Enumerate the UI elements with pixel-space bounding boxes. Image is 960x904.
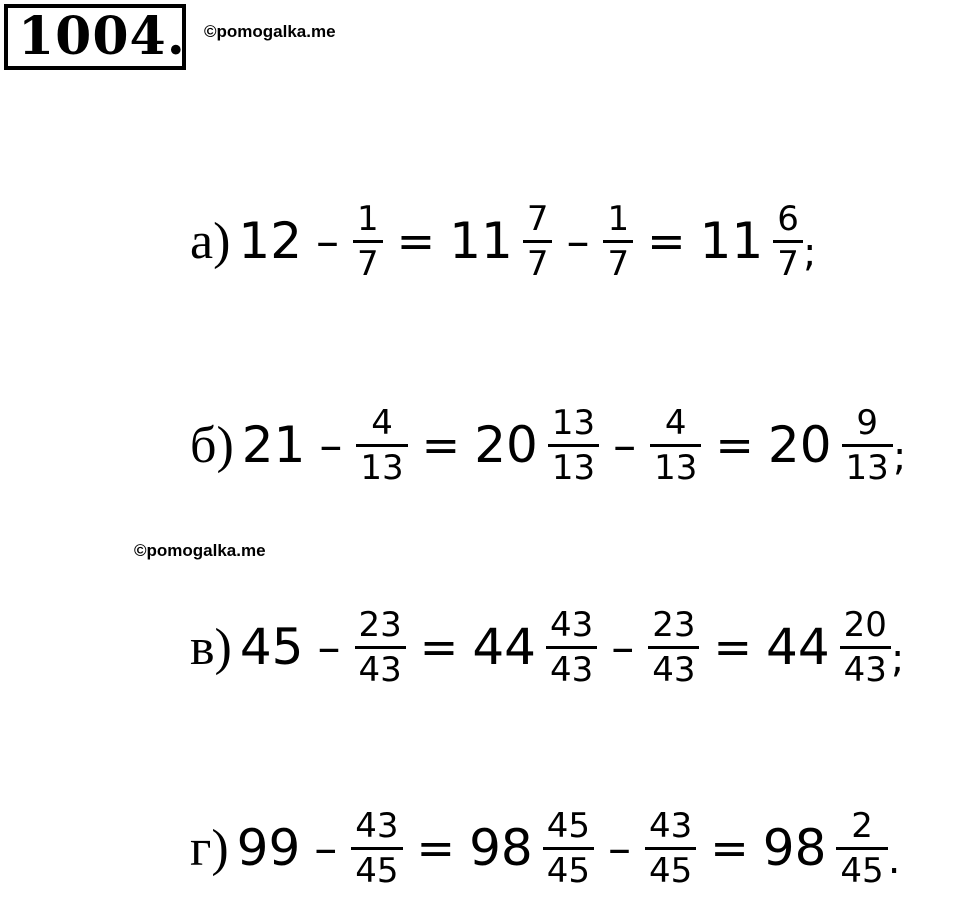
equation-row [190,592,904,702]
mixed-whole: 20 [767,416,832,474]
minus-sign: – [611,620,635,674]
fraction-denominator: 45 [840,850,884,891]
fraction-bar [836,847,887,850]
mixed-whole: 98 [762,819,827,877]
equals-sign: = [416,821,456,875]
watermark-middle: ©pomogalka.me [134,541,266,560]
fraction-denominator: 7 [607,243,630,284]
fraction-bar [650,444,701,447]
fraction-denominator: 7 [526,243,549,284]
watermark-top: ©pomogalka.me [204,22,336,41]
minus-sign: – [566,214,590,268]
fraction-bar [546,646,597,649]
fraction-numerator: 45 [546,805,590,846]
fraction-numerator: 2 [851,805,873,846]
fraction-denominator: 13 [654,447,698,488]
fraction [603,200,633,283]
fraction-numerator: 6 [777,198,799,239]
fraction-denominator: 45 [648,850,693,891]
fraction-numerator: 4 [664,402,687,443]
fraction [523,200,553,283]
fraction-numerator: 13 [551,402,596,443]
fraction [351,807,402,890]
fraction-bar [645,847,696,850]
fraction-numerator: 23 [652,604,696,645]
fraction [773,200,803,283]
fraction-denominator: 13 [360,447,404,488]
fraction-numerator: 7 [526,198,549,239]
minus-sign: – [314,821,338,875]
fraction-bar [355,646,406,649]
fraction-denominator: 45 [546,850,590,891]
fraction-denominator: 45 [355,850,399,891]
equals-sign: = [419,620,459,674]
equals-sign: = [710,821,749,875]
fraction-numerator: 20 [843,604,887,645]
fraction [650,404,701,487]
end-punctuation: ; [802,230,817,276]
equation-row [190,390,906,500]
item-label: г) [190,819,229,877]
fraction-numerator: 43 [648,805,693,846]
integer-term: 45 [239,618,304,676]
minus-sign: – [613,418,637,472]
equals-sign: = [647,214,686,268]
fraction-bar [840,646,891,649]
fraction [836,807,887,890]
mixed-whole: 20 [474,416,538,474]
fraction-denominator: 43 [843,649,887,690]
fraction-numerator: 4 [371,402,393,443]
fraction-numerator: 43 [549,604,594,645]
fraction [356,404,407,487]
equation-row [190,793,900,903]
end-punctuation: ; [890,636,905,682]
fraction-numerator: 1 [357,198,379,239]
fraction [645,807,696,890]
equals-sign: = [421,418,461,472]
fraction-denominator: 13 [551,447,596,488]
mixed-whole: 44 [766,618,830,676]
fraction-numerator: 1 [607,198,630,239]
equals-sign: = [715,418,754,472]
mixed-whole: 44 [472,618,536,676]
equation-row [190,186,816,296]
fraction-bar [603,240,633,243]
fraction-bar [773,240,803,243]
fraction-denominator: 43 [652,649,696,690]
fraction-bar [353,240,383,243]
fraction-denominator: 7 [357,243,379,284]
mixed-whole: 98 [469,819,533,877]
fraction-bar [842,444,893,447]
fraction-bar [523,240,553,243]
fraction-bar [648,646,699,649]
fraction-bar [356,444,407,447]
fraction [355,606,406,689]
minus-sign: – [319,418,343,472]
equals-sign: = [396,214,436,268]
fraction [353,200,383,283]
end-punctuation: ; [892,434,907,480]
fraction-denominator: 13 [845,447,889,488]
minus-sign: – [607,821,631,875]
fraction [543,807,594,890]
item-label: а) [190,212,231,270]
fraction-numerator: 43 [355,805,399,846]
problem-number: 1004. [4,4,186,70]
mixed-whole: 11 [449,212,513,270]
integer-term: 21 [241,416,306,474]
fraction [840,606,891,689]
end-punctuation: . [887,837,901,883]
fraction [546,606,597,689]
fraction [548,404,599,487]
fraction-bar [548,444,599,447]
item-label: в) [190,618,232,676]
mixed-whole: 11 [699,212,764,270]
fraction [842,404,893,487]
fraction-numerator: 23 [358,604,402,645]
integer-term: 99 [236,819,301,877]
fraction-denominator: 7 [777,243,799,284]
equals-sign: = [713,620,753,674]
minus-sign: – [317,620,341,674]
fraction-denominator: 43 [358,649,402,690]
item-label: б) [190,416,234,474]
minus-sign: – [316,214,340,268]
fraction-denominator: 43 [549,649,594,690]
fraction-bar [543,847,594,850]
fraction-numerator: 9 [856,402,878,443]
integer-term: 12 [238,212,303,270]
fraction [648,606,699,689]
fraction-bar [351,847,402,850]
